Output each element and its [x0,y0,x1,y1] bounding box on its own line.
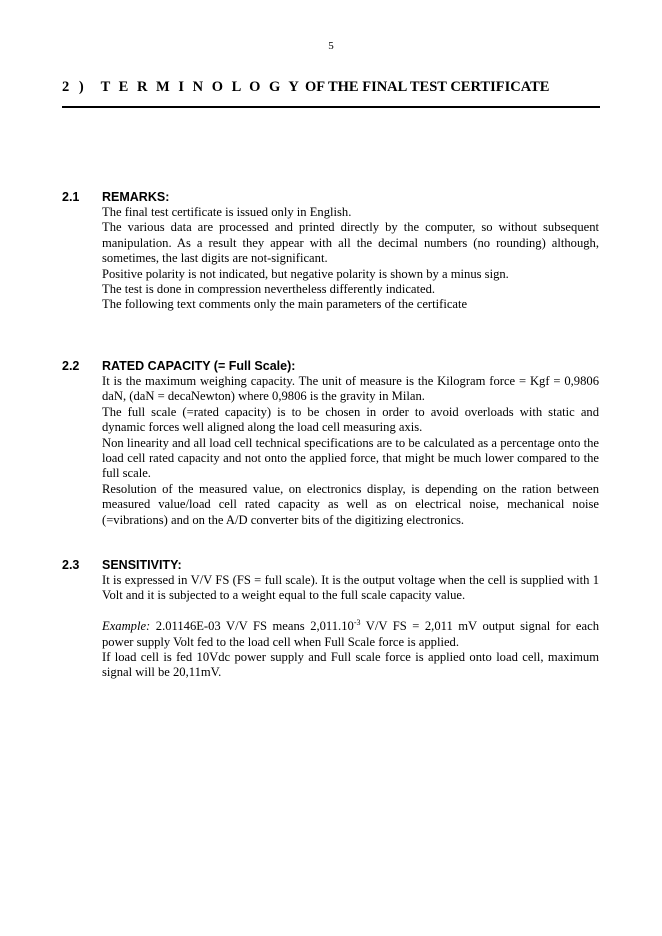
section-title: REMARKS: [102,190,170,204]
section-rated-capacity [62,358,599,528]
section-body [102,573,599,681]
exponent: -3 [353,618,361,628]
section-remarks [62,189,599,313]
section-number: 2.2 [62,359,80,373]
chapter-divider [62,106,600,108]
chapter-number: 2 ) [62,79,87,95]
paragraph: It is the maximum weighing capacity. The unit of measure is the Kilogram force = Kgf = 0,9806 daN, (daN = decaNewton) where 0,9806 is the gravity in Milan. [102,374,599,404]
example-label: Example: [102,619,151,634]
paragraph: The full scale (=rated capacity) is to be chosen in order to avoid overloads with static and dynamic forces well aligned along the load cell measuring axis. [102,404,599,435]
paragraph: The following text comments only the main parameters of the certificate [102,297,468,312]
example-text-continued: V/V FS = 2,011 mV output signal for each power supply Volt fed to the load cell when Full Scale force is applied. [102,619,599,649]
section-heading [62,358,599,374]
chapter-title [62,79,549,96]
paragraph: The final test certificate is issued only in English. [102,205,352,219]
paragraph: Positive polarity is not indicated, but negative polarity is shown by a minus sign. [102,266,509,281]
paragraph: The test is done in compression nevertheless differently indicated. [102,282,436,297]
section-body [102,205,599,313]
chapter-title-rest: OF THE FINAL TEST CERTIFICATE [305,79,550,95]
paragraph: The various data are processed and printed directly by the computer, so without subsequent manipulation. As a result they appear with all the decimal numbers (no rounding) although, sometimes, the last digits are not-significant. [102,220,599,266]
section-body [102,374,599,528]
section-number: 2.3 [62,558,80,572]
paragraph: If load cell is fed 10Vdc power supply and Full scale force is applied onto load cell, maximum signal will be 20,11mV. [102,650,599,680]
section-heading [62,189,599,205]
paragraph: Resolution of the measured value, on electronics display, is depending on the ration between measured value/load cell rated capacity as well as on electrical noise, mechanical noise (=vibrations) and on the A/D converter bits of the digitizing electronics. [102,481,599,527]
example-text: 2.01146E-03 V/V FS means 2,011.10 [150,619,354,634]
section-heading [62,557,599,573]
paragraph-gap [102,604,599,619]
section-number: 2.1 [62,190,80,204]
paragraph: It is expressed in V/V FS (FS = full scale). It is the output voltage when the cell is supplied with 1 Volt and it is subjected to a weight equal to the full scale capacity value. [102,573,599,603]
paragraph: Non linearity and all load cell technical specifications are to be calculated as a percentage onto the load cell rated capacity and not onto the applied force, that might be much lower compared to the full scale. [102,435,599,481]
page-number: 5 [328,40,334,52]
chapter-title-spaced: T E R M I N O L O G Y [100,79,302,95]
section-sensitivity [62,557,599,681]
section-title: SENSITIVITY: [102,558,182,572]
section-title: RATED CAPACITY (= Full Scale): [102,359,296,373]
example-paragraph [102,619,599,650]
